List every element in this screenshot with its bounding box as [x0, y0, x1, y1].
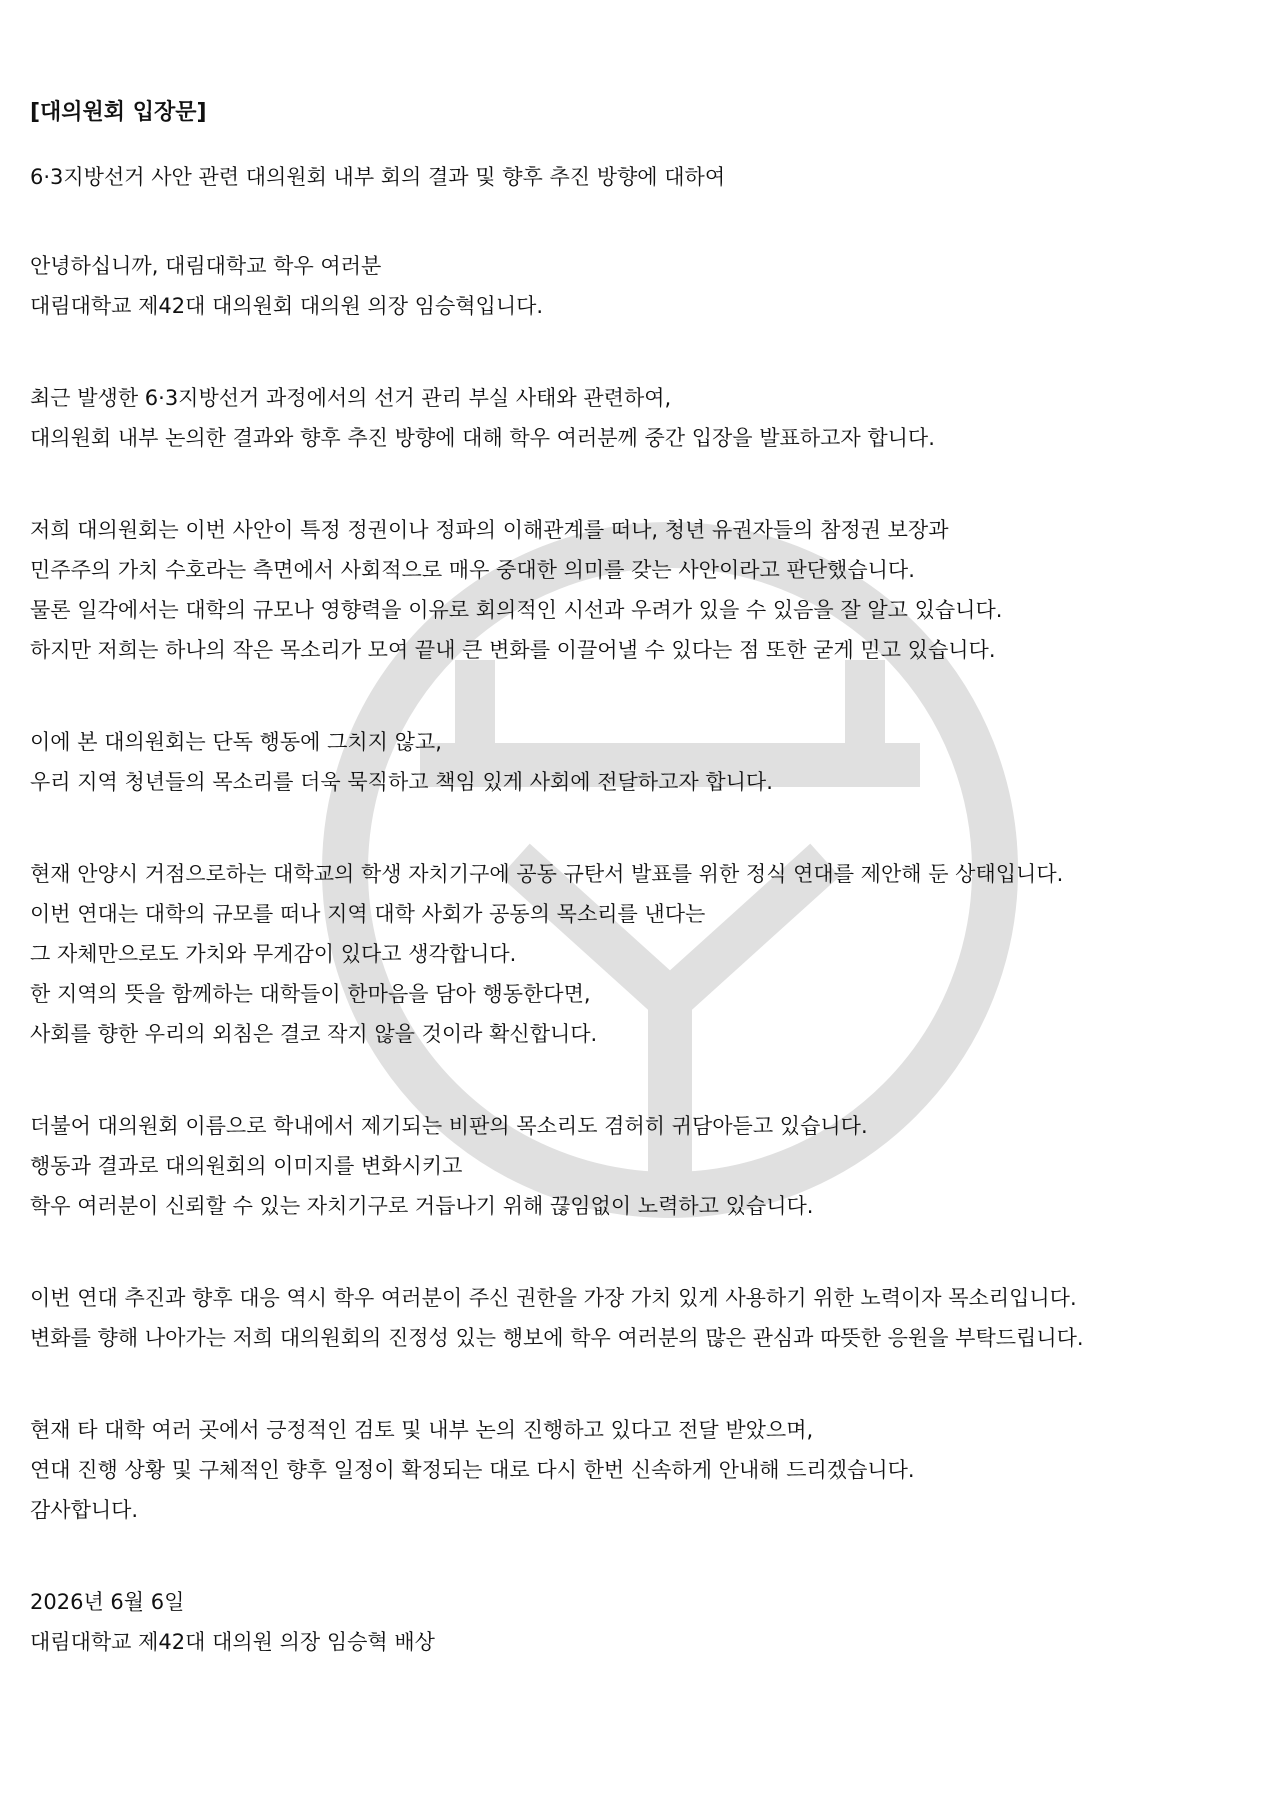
- paragraph-line: 더불어 대의원회 이름으로 학내에서 제기되는 비판의 목소리도 겸허히 귀담아듣고 있습니다.: [30, 1114, 868, 1138]
- context-paragraph: [30, 378, 1260, 458]
- paragraph-line: 저희 대의원회는 이번 사안이 특정 정권이나 정파의 이해관계를 떠나, 청년 유권자들의 참정권 보장과: [30, 518, 949, 542]
- paragraph-line: 현재 타 대학 여러 곳에서 긍정적인 검토 및 내부 논의 진행하고 있다고 전달 받았으며,: [30, 1418, 814, 1442]
- paragraph-line: 한 지역의 뜻을 함께하는 대학들이 한마음을 담아 행동한다면,: [30, 982, 591, 1006]
- paragraph-line: 우리 지역 청년들의 목소리를 더욱 묵직하고 책임 있게 사회에 전달하고자 합니다.: [30, 770, 773, 794]
- paragraph-line: 물론 일각에서는 대학의 규모나 영향력을 이유로 회의적인 시선과 우려가 있을 수 있음을 잘 알고 있습니다.: [30, 598, 1003, 622]
- closing-paragraph: [30, 1410, 1260, 1530]
- paragraph-line: 민주주의 가치 수호라는 측면에서 사회적으로 매우 중대한 의미를 갖는 사안이라고 판단했습니다.: [30, 558, 915, 582]
- paragraph-line: 행동과 결과로 대의원회의 이미지를 변화시키고: [30, 1154, 463, 1178]
- direction-paragraph: [30, 722, 1260, 802]
- paragraph-line: 그 자체만으로도 가치와 무게감이 있다고 생각합니다.: [30, 942, 517, 966]
- judgment-paragraph: [30, 510, 1260, 670]
- document-title: [대의원회 입장문]: [30, 100, 207, 125]
- criticism-paragraph: [30, 1106, 1260, 1226]
- greeting-paragraph: [30, 246, 1260, 326]
- paragraph-line: 이번 연대는 대학의 규모를 떠나 지역 대학 사회가 공동의 목소리를 낸다는: [30, 902, 706, 926]
- paragraph-line: 최근 발생한 6·3지방선거 과정에서의 선거 관리 부실 사태와 관련하여,: [30, 386, 672, 410]
- paragraph-line: 감사합니다.: [30, 1498, 139, 1522]
- signature-block: [30, 1582, 1260, 1662]
- document-subject: 6·3지방선거 사안 관련 대의원회 내부 회의 결과 및 향후 추진 방향에 대하여: [30, 165, 726, 189]
- paragraph-line: 하지만 저희는 하나의 작은 목소리가 모여 끝내 큰 변화를 이끌어낼 수 있다는 점 또한 굳게 믿고 있습니다.: [30, 638, 996, 662]
- document-signature: 대림대학교 제42대 대의원 의장 임승혁 배상: [30, 1630, 435, 1654]
- paragraph-line: 대림대학교 제42대 대의원회 대의원 의장 임승혁입니다.: [30, 294, 544, 318]
- appeal-paragraph: [30, 1278, 1260, 1358]
- paragraph-line: 연대 진행 상황 및 구체적인 향후 일정이 확정되는 대로 다시 한번 신속하게 안내해 드리겠습니다.: [30, 1458, 915, 1482]
- paragraph-line: 이번 연대 추진과 향후 대응 역시 학우 여러분이 주신 권한을 가장 가치 있게 사용하기 위한 노력이자 목소리입니다.: [30, 1286, 1077, 1310]
- paragraph-line: 안녕하십니까, 대림대학교 학우 여러분: [30, 254, 382, 278]
- paragraph-line: 학우 여러분이 신뢰할 수 있는 자치기구로 거듭나기 위해 끊임없이 노력하고 있습니다.: [30, 1194, 814, 1218]
- paragraph-line: 변화를 향해 나아가는 저희 대의원회의 진정성 있는 행보에 학우 여러분의 많은 관심과 따뜻한 응원을 부탁드립니다.: [30, 1326, 1084, 1350]
- statement-document: [30, 100, 1260, 1714]
- paragraph-line: 이에 본 대의원회는 단독 행동에 그치지 않고,: [30, 730, 442, 754]
- paragraph-line: 사회를 향한 우리의 외침은 결코 작지 않을 것이라 확신합니다.: [30, 1022, 598, 1046]
- paragraph-line: 현재 안양시 거점으로하는 대학교의 학생 자치기구에 공동 규탄서 발표를 위한 정식 연대를 제안해 둔 상태입니다.: [30, 862, 1064, 886]
- document-date: 2026년 6월 6일: [30, 1590, 185, 1614]
- paragraph-line: 대의원회 내부 논의한 결과와 향후 추진 방향에 대해 학우 여러분께 중간 입장을 발표하고자 합니다.: [30, 426, 935, 450]
- solidarity-paragraph: [30, 854, 1260, 1054]
